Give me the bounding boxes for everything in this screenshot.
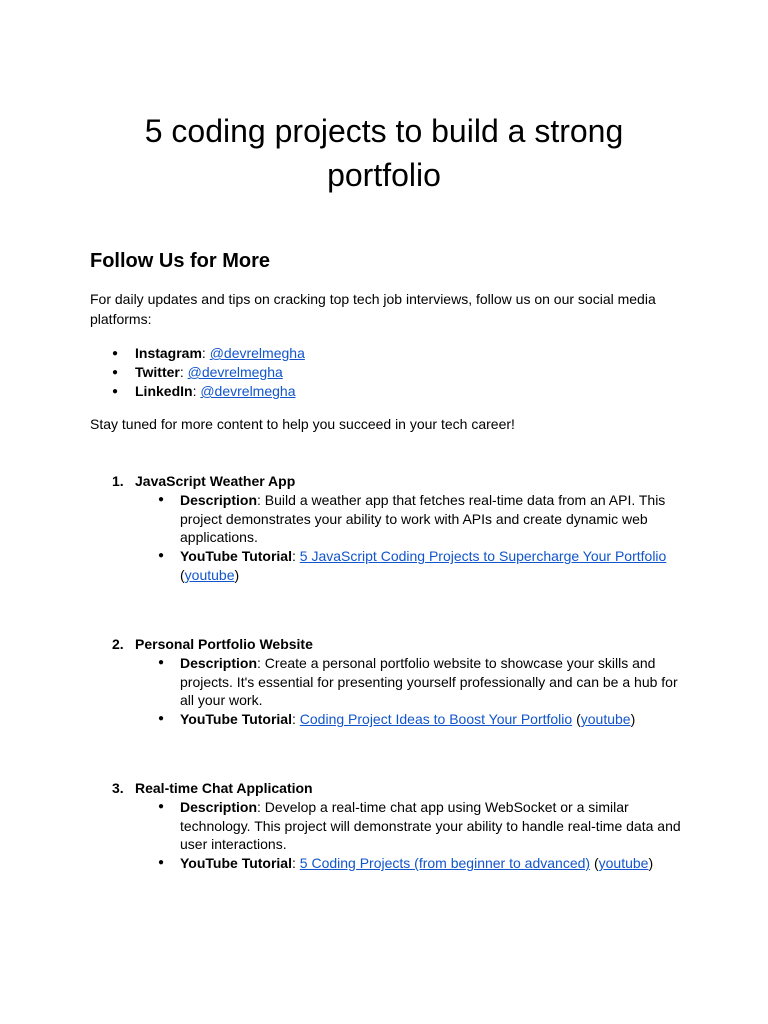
source-link[interactable]: youtube bbox=[184, 566, 235, 583]
description-label: Description bbox=[180, 799, 258, 815]
project-details bbox=[90, 491, 690, 585]
social-item-instagram bbox=[90, 344, 305, 363]
bullet-icon: ● bbox=[112, 348, 119, 359]
bullet-icon: ● bbox=[158, 713, 165, 725]
project-details bbox=[90, 654, 690, 729]
separator: : bbox=[257, 799, 265, 815]
project-number: 1. bbox=[112, 473, 124, 489]
source-link[interactable]: youtube bbox=[580, 711, 631, 728]
project-number: 3. bbox=[112, 780, 124, 796]
tutorial-link[interactable]: 5 JavaScript Coding Projects to Supercharge Your Portfolio bbox=[299, 548, 667, 565]
project-item bbox=[90, 472, 690, 585]
social-platform-label: LinkedIn bbox=[135, 383, 193, 399]
linkedin-handle-link[interactable]: @devrelmegha bbox=[200, 383, 296, 399]
twitter-handle-link[interactable]: @devrelmegha bbox=[187, 364, 283, 380]
project-tutorial bbox=[90, 854, 690, 873]
project-tutorial bbox=[90, 710, 690, 729]
bullet-icon: ● bbox=[112, 386, 119, 397]
follow-outro: Stay tuned for more content to help you succeed in your tech career! bbox=[90, 416, 515, 432]
bullet-icon: ● bbox=[158, 801, 165, 812]
social-item-twitter bbox=[90, 363, 305, 382]
social-platform-label: Instagram bbox=[135, 345, 202, 361]
source-link[interactable]: youtube bbox=[598, 855, 649, 872]
separator: : bbox=[257, 655, 265, 671]
tutorial-label: YouTube Tutorial bbox=[180, 548, 292, 565]
social-item-linkedin bbox=[90, 382, 305, 401]
paren-close: ) bbox=[648, 855, 654, 872]
bullet-icon: ● bbox=[158, 494, 165, 505]
tutorial-link[interactable]: Coding Project Ideas to Boost Your Portfolio bbox=[299, 711, 573, 728]
project-item bbox=[90, 779, 690, 873]
instagram-handle-link[interactable]: @devrelmegha bbox=[209, 345, 305, 361]
separator: : bbox=[292, 855, 300, 872]
paren-open: ( bbox=[572, 711, 581, 728]
bullet-icon: ● bbox=[112, 367, 119, 378]
project-heading bbox=[90, 472, 690, 491]
paren-open: ( bbox=[590, 855, 599, 872]
paren-open: ( bbox=[180, 566, 185, 583]
separator: : bbox=[192, 383, 201, 399]
project-heading bbox=[90, 635, 690, 654]
project-title: Real-time Chat Application bbox=[135, 780, 313, 796]
project-title: Personal Portfolio Website bbox=[135, 636, 313, 652]
project-description bbox=[90, 654, 690, 710]
follow-intro: For daily updates and tips on cracking top tech job interviews, follow us on our social media platforms: bbox=[90, 291, 656, 327]
project-item bbox=[90, 635, 690, 729]
tutorial-label: YouTube Tutorial bbox=[180, 855, 292, 872]
bullet-icon: ● bbox=[158, 550, 165, 562]
tutorial-label: YouTube Tutorial bbox=[180, 711, 292, 728]
bullet-icon: ● bbox=[158, 857, 165, 869]
follow-heading: Follow Us for More bbox=[90, 250, 270, 272]
document-title: 5 coding projects to build a strong portfolio bbox=[144, 113, 624, 193]
separator: : bbox=[201, 345, 210, 361]
project-tutorial bbox=[90, 547, 690, 584]
project-description bbox=[90, 798, 690, 854]
tutorial-link[interactable]: 5 Coding Projects (from beginner to advanced) bbox=[299, 855, 591, 872]
bullet-icon: ● bbox=[158, 657, 165, 668]
separator: : bbox=[292, 548, 300, 565]
separator: : bbox=[257, 492, 265, 508]
project-details bbox=[90, 798, 690, 873]
separator: : bbox=[292, 711, 300, 728]
social-links-list bbox=[90, 344, 305, 401]
description-label: Description bbox=[180, 492, 258, 508]
project-number: 2. bbox=[112, 636, 124, 652]
description-text: Create a personal portfolio website to showcase your skills and projects. It's essential for presenting yourself professionally and can be a hub for all your work. bbox=[180, 655, 678, 709]
description-label: Description bbox=[180, 655, 258, 671]
project-description bbox=[90, 491, 690, 547]
description-text: Build a weather app that fetches real-time data from an API. This project demonstrates your ability to work with APIs and create dynamic web applications. bbox=[180, 492, 666, 546]
project-heading bbox=[90, 779, 690, 798]
paren-close: ) bbox=[630, 711, 636, 728]
social-platform-label: Twitter bbox=[135, 364, 180, 380]
separator: : bbox=[179, 364, 188, 380]
paren-close: ) bbox=[234, 566, 240, 583]
project-title: JavaScript Weather App bbox=[135, 473, 296, 489]
description-text: Develop a real-time chat app using WebSocket or a similar technology. This project will demonstrate your ability to handle real-time data and user interactions. bbox=[180, 799, 681, 853]
